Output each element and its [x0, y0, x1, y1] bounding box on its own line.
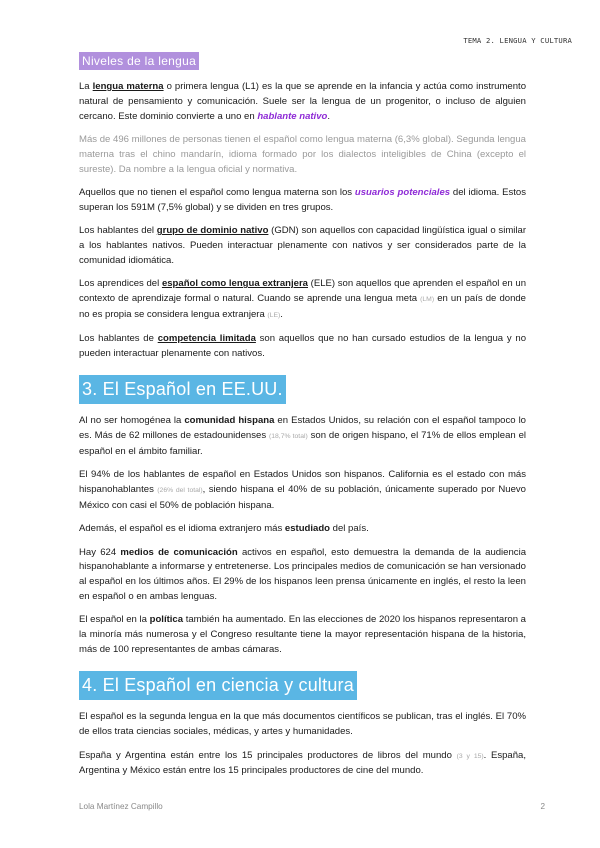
section-title-eeuu: 3. El Español en EE.UU. [79, 375, 286, 404]
paragraph-idioma-estudiado: Además, el español es el idioma extranjero más estudiado del país. [79, 523, 369, 535]
subsection-title-niveles: Niveles de la lengua [79, 52, 199, 70]
footer-author: Lola Martínez Campillo [79, 802, 163, 811]
page-content [79, 52, 526, 788]
paragraph-politica: El español en la política también ha aumentado. En las elecciones de 2020 los hispanos representaron a la minoría más numerosa y el Congreso resultante tiene la mayor representación hispana de la historia, más de 100 representantes de ambas cámaras. [79, 614, 526, 656]
paragraph-medios: Hay 624 medios de comunicación activos en español, esto demuestra la demanda de la audiencia hispanohablante a informarse y entretenerse. Los principales medios de comunicación se han versionado al español en los últimos años. El 29% de los hispanos leen prensa únicamente en inglés, el resto la leen en español o en ambas lenguas. [79, 546, 527, 603]
paragraph-documentos-cientificos: El español es la segunda lengua en la que más documentos científicos se publican, tras el inglés. El 70% de ellos trata ciencias sociales, médicas, y artes y humanidades. [79, 711, 526, 738]
paragraph-competencia-limitada: Los hablantes de competencia limitada son aquellos que no han cursado estudios de la lengua y no pueden interactuar plenamente con nativos. [79, 333, 527, 359]
paragraph-ele: Los aprendices del español como lengua extranjera (ELE) son aquellos que aprenden el español en un contexto de aprendizaje formal o natural. Cuando se aprende una lengua meta (LM) en un país de donde no es propia se considera lengua extranjera (LE). [79, 278, 527, 320]
page-number: 2 [540, 802, 545, 811]
paragraph-usuarios-potenciales: Aquellos que no tienen el español como lengua materna son los usuarios potenciales del idioma. Estos superan los 591M (7,5% global) y se dividen en tres grupos. [79, 186, 526, 213]
running-header: TEMA 2. LENGUA Y CULTURA [463, 36, 572, 45]
paragraph-lengua-materna: La lengua materna o primera lengua (L1) es la que se aprende en la infancia y actúa como instrumento natural de pensamiento y comunicación. Suele ser la lengua de un progenitor, o incluso de alguien cercano. Este dominio convierte a uno en hablante nativo. [79, 81, 527, 122]
section-title-ciencia: 4. El Español en ciencia y cultura [79, 671, 357, 700]
paragraph-libros-cine: España y Argentina están entre los 15 principales productores de libros del mundo (3 y 15). España, Argentina y México están entre los 15 principales productores de cine del mundo. [79, 749, 526, 777]
paragraph-hablantes-hispanos: El 94% de los hablantes de español en Estados Unidos son hispanos. California es el estado con más hispanohablantes (26% del total), siendo hispana el 40% de su población, únicamente superado por Nuevo México con casi el 50% de población hispana. [79, 469, 526, 511]
paragraph-estadisticas: Más de 496 millones de personas tienen el español como lengua materna (6,3% global). Segunda lengua materna tras el chino mandarín, idioma formado por los dialectos inteligibles de China (excepto el sureste). Da nombre a la lengua oficial y normativa. [79, 133, 526, 175]
paragraph-comunidad-hispana: Al no ser homogénea la comunidad hispana en Estados Unidos, su relación con el español tampoco lo es. Más de 62 millones de estadounidenses (18,7% total) son de origen hispano, el 71% de ellos emplean el español en el ámbito familiar. [79, 415, 527, 457]
paragraph-gdn: Los hablantes del grupo de dominio nativo (GDN) son aquellos con capacidad lingüística igual o similar a los hablantes nativos. Pueden interactuar plenamente con nativos y ser considerados parte de la comunidad idiomática. [79, 225, 527, 266]
